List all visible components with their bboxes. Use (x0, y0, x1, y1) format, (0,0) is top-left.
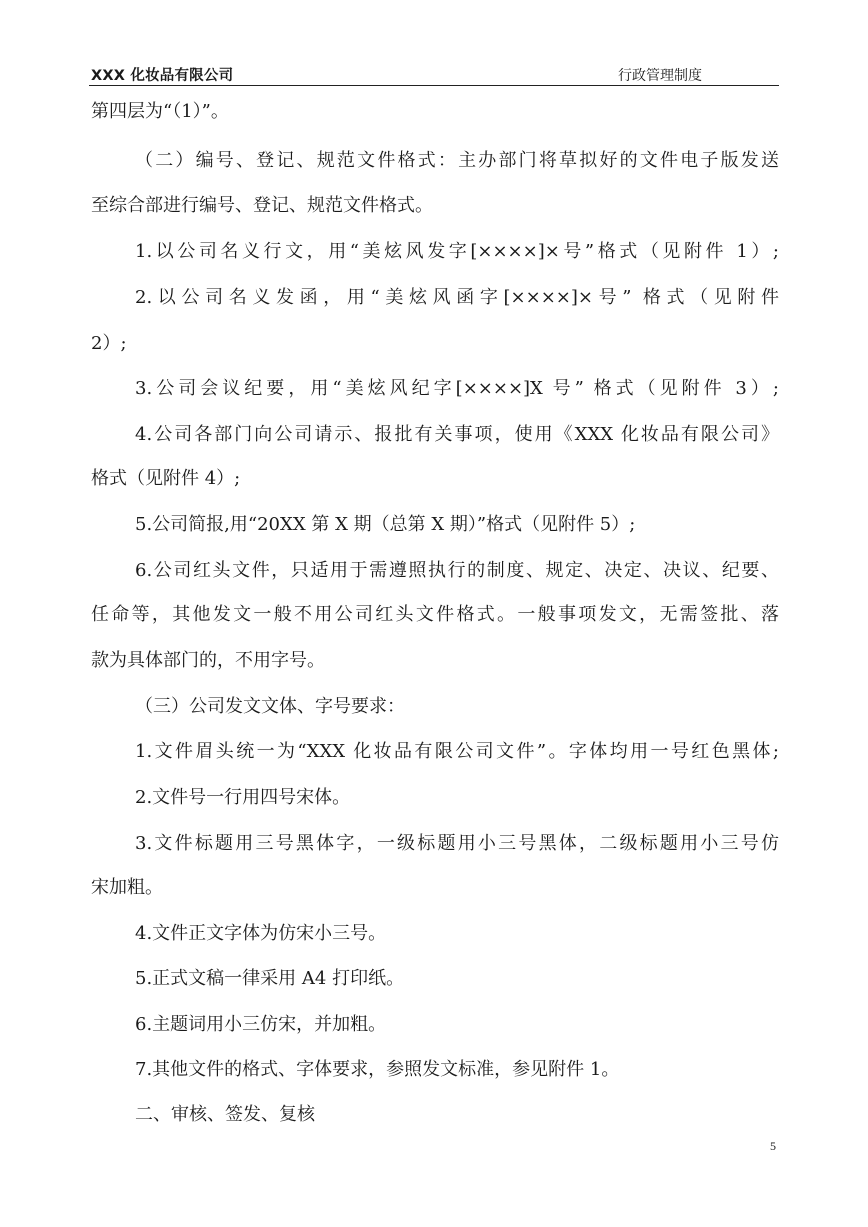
list-item: 7.其他文件的格式、字体要求，参照发文标准，参见附件 1。 (135, 1059, 620, 1080)
list-item: 2.文件号一行用四号宋体。 (135, 787, 351, 808)
paragraph-line: 任命等，其他发文一般不用公司红头文件格式。一般事项发文，无需签批、落 (91, 604, 779, 625)
paragraph-line: 格式（见附件 4）; (91, 468, 241, 489)
header-section: 行政管理制度 (618, 68, 702, 84)
list-item: 4.公司各部门向公司请示、报批有关事项，使用《XXX 化妆品有限公司》 (135, 424, 779, 445)
list-item: 4.文件正文字体为仿宋小三号。 (135, 923, 387, 944)
list-item: 5.正式文稿一律采用 A4 打印纸。 (135, 968, 405, 989)
paragraph-line: 宋加粗。 (91, 877, 163, 898)
list-item: 1.以公司名义行文，用“美炫风发字[××××]×号”格式（见附件 1）; (135, 241, 779, 262)
header-company: XXX 化妆品有限公司 (91, 68, 234, 84)
list-item: 3.公司会议纪要，用“美炫风纪字[××××]X 号” 格式（见附件 3）; (135, 378, 779, 399)
section-heading-1: 二、审核、签发、复核 (135, 1104, 315, 1125)
list-item: 1.文件眉头统一为“XXX 化妆品有限公司文件”。字体均用一号红色黑体; (135, 741, 779, 762)
list-item: 6.主题词用小三仿宋，并加粗。 (135, 1014, 387, 1035)
paragraph-line: 2）; (91, 333, 127, 354)
header-rule (89, 85, 779, 86)
section-heading-3: （三）公司发文文体、字号要求： (135, 696, 405, 717)
list-item: 6.公司红头文件，只适用于需遵照执行的制度、规定、决定、决议、纪要、 (135, 560, 779, 581)
section-heading-2: （二）编号、登记、规范文件格式：主办部门将草拟好的文件电子版发送 (135, 150, 779, 171)
list-item: 3.文件标题用三号黑体字，一级标题用小三号黑体，二级标题用小三号仿 (135, 833, 779, 854)
paragraph-line: 至综合部进行编号、登记、规范文件格式。 (91, 195, 433, 216)
page-number: 5 (770, 1139, 776, 1153)
list-item: 2.以公司名义发函，用“美炫风函字[××××]×号” 格式（见附件 (135, 287, 779, 308)
list-item: 5.公司简报,用“20XX 第 X 期（总第 X 期）”格式（见附件 5）; (135, 514, 636, 535)
paragraph-line: 款为具体部门的，不用字号。 (91, 650, 325, 671)
paragraph-line: 第四层为“（1）”。 (91, 101, 229, 122)
